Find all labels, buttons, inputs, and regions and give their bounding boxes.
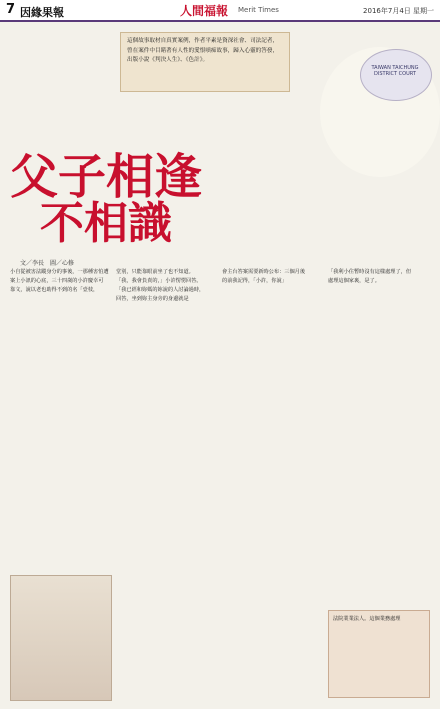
column-2-line: 回答，坐到妳主身旁的身邊就是 bbox=[116, 295, 189, 302]
column-4-line: 處理這個家裏，是了。 bbox=[328, 277, 380, 284]
column-2-line: 「我，我會負責的，」小許愣愣回答。 bbox=[116, 277, 202, 284]
page-number: 7 bbox=[6, 2, 16, 17]
column-2 bbox=[116, 268, 216, 304]
column-3-line: 會主台答案需要新時公布：三個月後 bbox=[222, 269, 306, 275]
column-4-line: 「我利小住暫時沒有這樣處理了，但 bbox=[328, 269, 412, 275]
column-1-line: 小自從被害法蹤身分的事後，一那種害怕遭 bbox=[10, 269, 109, 275]
column-3-line: 的前我記得，「小許，你說」 bbox=[222, 277, 287, 284]
byline: 文／李長 圖／心修 bbox=[20, 260, 75, 267]
column-3 bbox=[222, 268, 322, 286]
column-4 bbox=[328, 268, 428, 286]
page-header bbox=[0, 0, 440, 22]
sidebar-box: 法院業業法人。這個業務處理 bbox=[328, 610, 430, 698]
column-2-line: 堂別，只能靠眼前坐了也不知道。 bbox=[116, 269, 194, 275]
section-title: 因緣果報 bbox=[20, 6, 64, 19]
article-title: 父子相逢 bbox=[10, 149, 203, 205]
publish-date: 2016年7月4日 星期一 bbox=[363, 7, 434, 15]
brand-logo: 人間福報 bbox=[180, 4, 229, 18]
intro-box: 這個故事取材自真實案例，作者平素是資深社會、司法記者，曾在案件中目睹著有人性的愛恨嗔痴故事，歸入心靈的答發，出版小說《判決人生》、《色計》。 bbox=[120, 32, 290, 92]
court-logo-text: TAIWAN TAICHUNG DISTRICT COURT bbox=[371, 65, 419, 77]
column-1-line: 案上小訊的心底，三十四歲的小許慶幸可 bbox=[10, 277, 104, 284]
column-1 bbox=[10, 268, 110, 295]
article-subtitle: 不相識 bbox=[40, 198, 172, 249]
brand-english: Merit Times bbox=[238, 6, 279, 14]
column-2-line: 「我已經和妳媽的妳說的人討論過時， bbox=[116, 286, 205, 293]
column-1-line: 靠文，說以老也助得不到的名「壹枝， bbox=[10, 286, 99, 293]
illustration-photo bbox=[10, 575, 112, 701]
